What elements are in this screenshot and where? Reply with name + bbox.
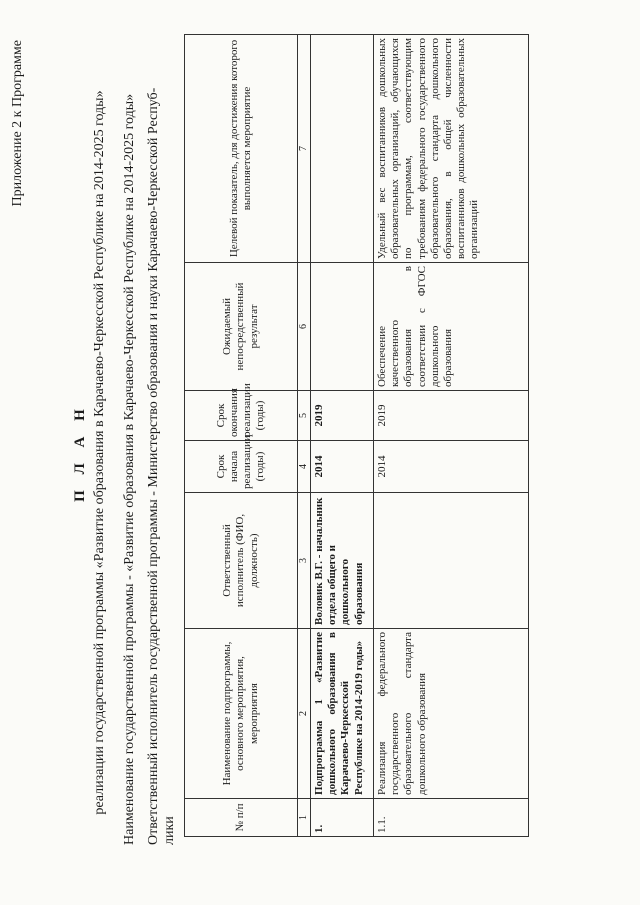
row-result <box>311 263 374 391</box>
document-subtitle: реализации государственной программы «Развитие образования в Карачаево-Черкесской Республике на 2014-2025 годы» <box>92 90 107 815</box>
table-row <box>374 35 529 837</box>
header-cell-name: Наименование подпрограммы, основного мероприятия, мероприятия <box>185 629 298 799</box>
appendix-label: Приложение 2 к Программе <box>10 40 25 207</box>
row-number: 1.1. <box>374 799 529 837</box>
header-cell-executor: Ответственный исполнитель (ФИО, должность) <box>185 493 298 629</box>
column-number: 4 <box>298 441 311 493</box>
row-start-year: 2014 <box>311 441 374 493</box>
column-number: 2 <box>298 629 311 799</box>
program-name-line: Наименование государственной программы - «Развитие образования в Карачаево-Черкесской Республике на 2014-2025 годы» <box>122 93 137 845</box>
table-column-numbers-row <box>298 35 311 837</box>
row-name: Подпрограмма 1 «Развитие дошкольного образования в Карачаево-Черкесской Республике на 2014-2019 годы» <box>311 629 374 799</box>
header-cell-result: Ожидаемый непосредственный результат <box>185 263 298 391</box>
document-title: П Л А Н <box>72 403 88 502</box>
table-header-row <box>185 35 298 837</box>
row-start-year: 2014 <box>374 441 529 493</box>
row-end-year: 2019 <box>311 391 374 441</box>
row-indicator <box>311 35 374 263</box>
column-number: 1 <box>298 799 311 837</box>
row-end-year: 2019 <box>374 391 529 441</box>
header-cell-start: Срок начала реализации (годы) <box>185 441 298 493</box>
header-cell-end: Срок окончания реализации (годы) <box>185 391 298 441</box>
executor-line: Ответственный исполнитель государственной программы - Министерство образования и науки Карачаево-Черкесской Респуб- <box>146 87 161 845</box>
executor-line-continued: лики <box>162 816 177 845</box>
row-executor <box>374 493 529 629</box>
table-row <box>311 35 374 837</box>
row-number: 1. <box>311 799 374 837</box>
row-result: Обеспечение качественного образования в соответствии с ФГОС дошкольного образования <box>374 263 529 391</box>
row-indicator: Удельный вес воспитанников дошкольных образовательных организаций, обучающихся по программам, соответствующим требованиям федерального государственного образовательного стандарта дошкольного образования, в общей численности воспитанников дошкольных образовательных организаций <box>374 35 529 263</box>
header-cell-indicator: Целевой показатель, для достижения которого выполняется мероприятие <box>185 35 298 263</box>
column-number: 6 <box>298 263 311 391</box>
column-number: 3 <box>298 493 311 629</box>
column-number: 7 <box>298 35 311 263</box>
row-executor: Воловик В.Г. - начальник отдела общего и дошкольного образования <box>311 493 374 629</box>
row-name: Реализация федерального государственного образовательного стандарта дошкольного образования <box>374 629 529 799</box>
plan-table <box>184 34 529 837</box>
column-number: 5 <box>298 391 311 441</box>
header-cell-number: № п/п <box>185 799 298 837</box>
